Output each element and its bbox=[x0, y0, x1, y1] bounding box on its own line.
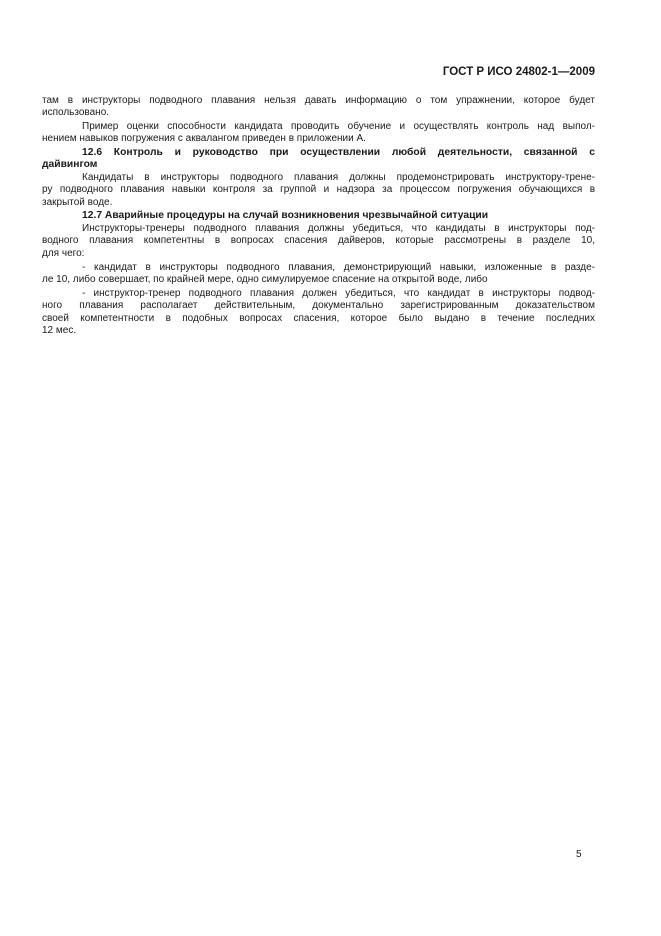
body-line: водного плавания компетентны в вопросах спасения дайверов, которые рассмотрены в разделе 10, bbox=[42, 235, 595, 246]
page-number: 5 bbox=[576, 849, 582, 860]
body-line: ру подводного плавания навыки контроля за группой и надзора за процессом погружения обучающихся в bbox=[42, 184, 595, 195]
body-line: закрытой воде. bbox=[42, 197, 113, 208]
body-line: Пример оценки способности кандидата проводить обучение и осуществлять контроль над выпол- bbox=[82, 121, 595, 132]
body-line: там в инструкторы подводного плавания нельзя давать информацию о том упражнении, которое будет bbox=[42, 95, 595, 106]
list-item: - инструктор-тренер подводного плавания должен убедиться, что кандидат в инструкторы подвод- bbox=[82, 288, 595, 299]
section-heading-12-6-cont: дайвингом bbox=[42, 159, 98, 170]
section-heading-12-6: 12.6 Контроль и руководство при осуществлении любой деятельности, связанной с bbox=[82, 147, 595, 158]
list-item-cont: 12 мес. bbox=[42, 325, 77, 336]
list-item-cont: ного плавания располагает действительным, документально зарегистрированным доказательством bbox=[42, 300, 595, 311]
body-line: использовано. bbox=[42, 107, 110, 118]
body-line: нением навыков погружения с аквалангом приведен в приложении А. bbox=[42, 133, 366, 144]
document-header-id: ГОСТ Р ИСО 24802-1—2009 bbox=[442, 66, 595, 78]
body-line: для чего: bbox=[42, 248, 85, 259]
list-item-cont: ле 10, либо совершает, по крайней мере, одно симулируемое спасение на открытой воде, либо bbox=[42, 274, 488, 285]
list-item-cont: своей компетентности в подобных вопросах спасения, которое было выдано в течение последних bbox=[42, 313, 595, 324]
body-line: Инструкторы-тренеры подводного плавания должны убедиться, что кандидаты в инструкторы под- bbox=[82, 223, 595, 234]
body-line: Кандидаты в инструкторы подводного плавания должны продемонстрировать инструктору-трене- bbox=[82, 172, 595, 183]
list-item: - кандидат в инструкторы подводного плавания, демонстрирующий навыки, изложенные в разде- bbox=[82, 262, 595, 273]
section-heading-12-7: 12.7 Аварийные процедуры на случай возникновения чрезвычайной ситуации bbox=[82, 210, 489, 221]
